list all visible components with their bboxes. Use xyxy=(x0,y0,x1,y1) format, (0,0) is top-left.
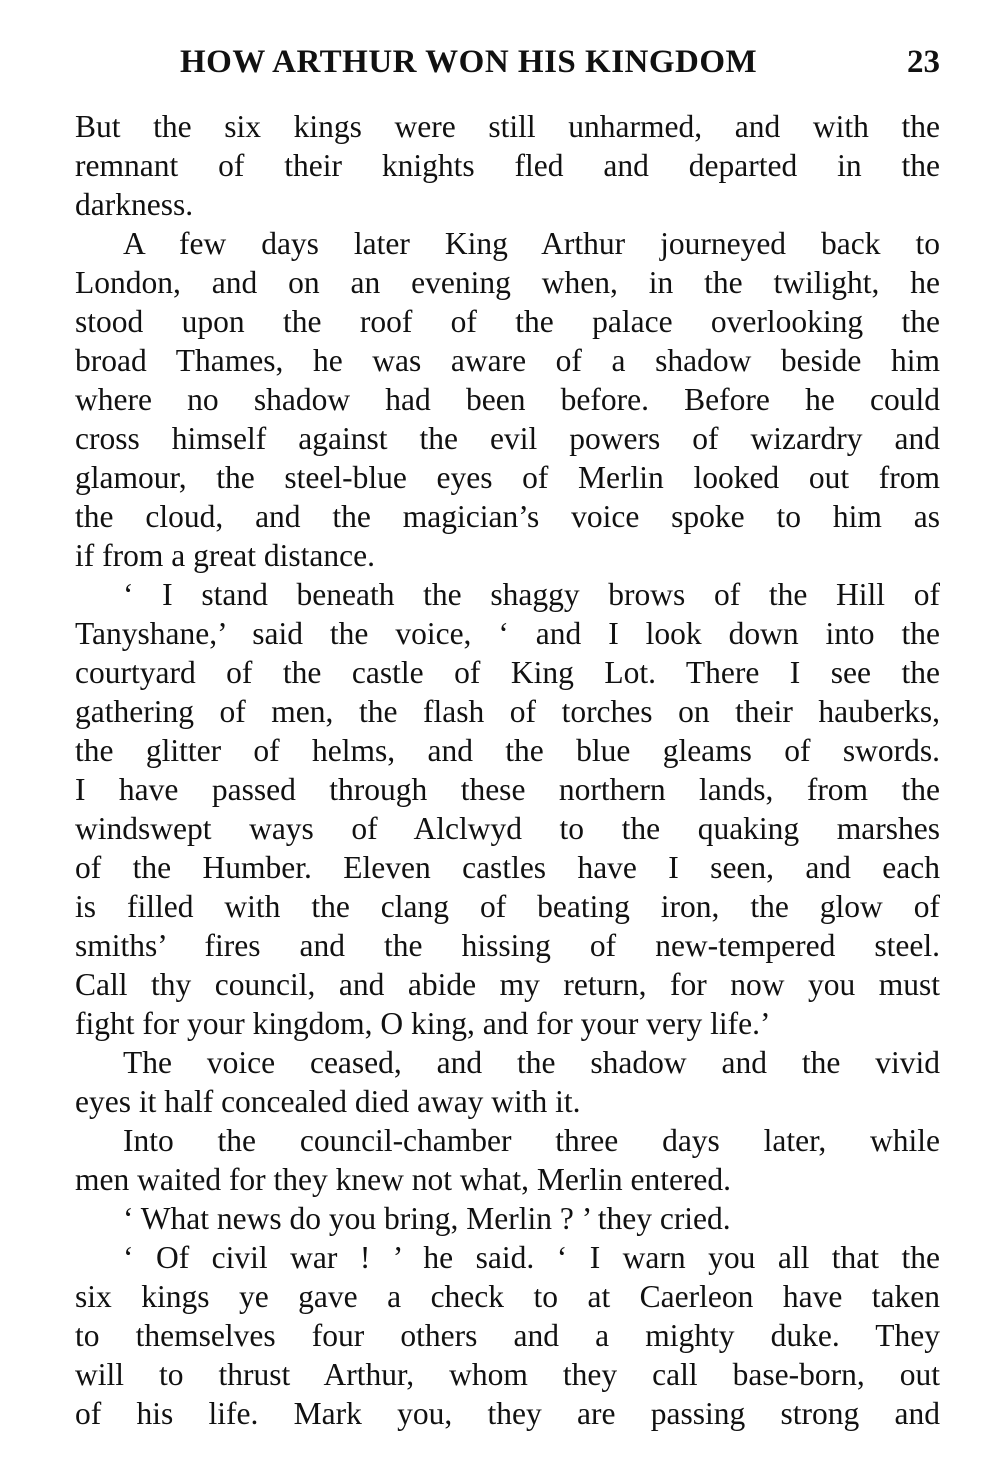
paragraph xyxy=(75,575,940,1043)
paragraph xyxy=(75,1043,940,1121)
text-line: windswept ways of Alclwyd to the quaking marshes xyxy=(75,811,940,846)
text-line: London, and on an evening when, in the twilight, he xyxy=(75,265,940,300)
paragraph xyxy=(75,107,940,224)
text-line: The voice ceased, and the shadow and the vivid xyxy=(123,1045,940,1080)
paragraph xyxy=(75,224,940,575)
running-head xyxy=(75,44,940,84)
text-line: of his life. Mark you, they are passing strong and xyxy=(75,1396,940,1431)
text-line: if from a great distance. xyxy=(75,538,375,573)
paragraph xyxy=(75,1238,940,1433)
text-line: Tanyshane,’ said the voice, ‘ and I look down into the xyxy=(75,616,940,651)
text-line: courtyard of the castle of King Lot. There I see the xyxy=(75,655,940,690)
text-line: eyes it half concealed died away with it. xyxy=(75,1084,581,1119)
text-line: where no shadow had been before. Before he could xyxy=(75,382,940,417)
text-line: stood upon the roof of the palace overlooking the xyxy=(75,304,940,339)
page-number: 23 xyxy=(907,44,940,80)
text-line: gathering of men, the flash of torches on their hauberks, xyxy=(75,694,940,729)
text-line: A few days later King Arthur journeyed back to xyxy=(123,226,940,261)
text-line: the cloud, and the magician’s voice spoke to him as xyxy=(75,499,940,534)
text-line: six kings ye gave a check to at Caerleon have taken xyxy=(75,1279,940,1314)
text-line: is filled with the clang of beating iron, the glow of xyxy=(75,889,940,924)
text-line: darkness. xyxy=(75,187,194,222)
text-line: glamour, the steel-blue eyes of Merlin looked out from xyxy=(75,460,940,495)
text-line: fight for your kingdom, O king, and for your very life.’ xyxy=(75,1006,771,1041)
text-line: will to thrust Arthur, whom they call base-born, out xyxy=(75,1357,940,1392)
text-line: ‘ Of civil war ! ’ he said. ‘ I warn you all that the xyxy=(123,1240,940,1275)
paragraph xyxy=(75,1199,940,1238)
text-line: Call thy council, and abide my return, for now you must xyxy=(75,967,940,1002)
body-text xyxy=(75,107,940,1433)
chapter-title: HOW ARTHUR WON HIS KINGDOM xyxy=(180,44,758,80)
text-line: of the Humber. Eleven castles have I seen, and each xyxy=(75,850,940,885)
text-line: remnant of their knights fled and departed in the xyxy=(75,148,940,183)
text-line: broad Thames, he was aware of a shadow beside him xyxy=(75,343,940,378)
text-line: I have passed through these northern lands, from the xyxy=(75,772,940,807)
text-line: the glitter of helms, and the blue gleams of swords. xyxy=(75,733,940,768)
text-line: ‘ What news do you bring, Merlin ? ’ they cried. xyxy=(123,1201,731,1236)
text-line: smiths’ fires and the hissing of new-tempered steel. xyxy=(75,928,940,963)
paragraph xyxy=(75,1121,940,1199)
text-line: ‘ I stand beneath the shaggy brows of the Hill of xyxy=(123,577,940,612)
text-line: cross himself against the evil powers of wizardry and xyxy=(75,421,940,456)
text-line: But the six kings were still unharmed, and with the xyxy=(75,109,940,144)
text-line: men waited for they knew not what, Merlin entered. xyxy=(75,1162,732,1197)
text-line: Into the council-chamber three days later, while xyxy=(123,1123,940,1158)
text-line: to themselves four others and a mighty duke. They xyxy=(75,1318,940,1353)
